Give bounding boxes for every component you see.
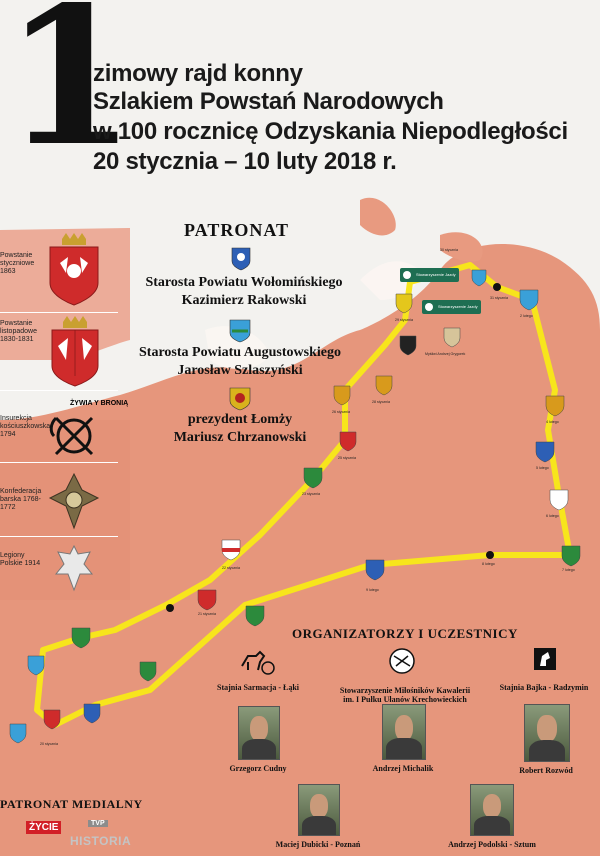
sidebar-motto: ŻYWIA Y BRONIĄ bbox=[70, 400, 129, 407]
stop-crest-icon bbox=[340, 432, 356, 451]
stop-label: 30 stycznia bbox=[440, 248, 458, 252]
hunters-label: Myśliwi Andrzej Grygorek bbox=[425, 352, 466, 356]
patronat-heading: PATRONAT bbox=[184, 220, 289, 240]
stop-label: 28 stycznia bbox=[372, 400, 390, 404]
stop-label: 23 stycznia bbox=[302, 492, 320, 496]
stop-crest-icon bbox=[400, 336, 416, 355]
stop-label: 6 lutego bbox=[546, 514, 559, 518]
stop-crest-icon bbox=[472, 270, 486, 286]
stop-label: 9 lutego bbox=[366, 588, 379, 592]
stop-crest-icon bbox=[396, 294, 412, 313]
person-name: Andrzej Michalik bbox=[372, 764, 434, 773]
stop-crest-icon bbox=[376, 376, 392, 395]
stop-crest-icon bbox=[546, 396, 564, 416]
stop-dot-icon bbox=[493, 283, 501, 291]
stop-crest-icon bbox=[10, 724, 26, 743]
stop-crest-icon bbox=[246, 606, 264, 626]
stop-label: 5 lutego bbox=[536, 466, 549, 470]
stop-crest-icon bbox=[304, 468, 322, 488]
stop-crest-icon bbox=[444, 328, 460, 347]
stop-dot-icon bbox=[486, 551, 494, 559]
sidebar-label-1768: Konfederacja barska 1768-1772 bbox=[0, 488, 42, 511]
sidebar-label-1914: Legiony Polskie 1914 bbox=[0, 552, 41, 567]
zycie-logo: ŻYCIE bbox=[26, 821, 61, 834]
stop-label: 8 lutego bbox=[482, 562, 495, 566]
stop-label: 2 lutego bbox=[520, 314, 533, 318]
patron-augustow-title: Starosta Powiatu Augustowskiego bbox=[139, 345, 341, 360]
headline-line-4: 20 stycznia – 10 luty 2018 r. bbox=[93, 148, 397, 175]
stop-crest-icon bbox=[140, 662, 156, 681]
org-kawalerii-line2: im. I Pułku Ułanów Krechowieckich bbox=[343, 695, 467, 704]
stop-crest-icon bbox=[562, 546, 580, 566]
stop-crest-icon bbox=[44, 710, 60, 729]
patron-wolomin-title: Starosta Powiatu Wołomińskiego bbox=[145, 275, 343, 290]
headline-number: 1 bbox=[4, 0, 129, 188]
stop-crest-icon bbox=[536, 442, 554, 462]
stop-label: 25 stycznia bbox=[338, 456, 356, 460]
stop-crest-icon bbox=[84, 704, 100, 723]
stop-crest-icon bbox=[72, 628, 90, 648]
person-photo bbox=[238, 706, 280, 760]
org-kawalerii bbox=[330, 686, 480, 704]
person-photo bbox=[470, 784, 514, 836]
stop-crest-icon bbox=[366, 560, 384, 580]
patron-wolomin-name: Kazimierz Rakowski bbox=[181, 293, 307, 308]
stop-label: 21 stycznia bbox=[198, 612, 216, 616]
horse-cart-icon bbox=[238, 648, 278, 676]
person-name: Maciej Dubicki - Poznań bbox=[275, 840, 361, 849]
org-bajka: Stajnia Bajka - Radzymin bbox=[499, 683, 589, 692]
headline-line-3: w 100 rocznicę Odzyskania Niepodległości bbox=[93, 118, 568, 145]
stop-dot-icon bbox=[166, 604, 174, 612]
stop-crest-icon bbox=[198, 590, 216, 610]
person-photo bbox=[524, 704, 570, 762]
association-badge: Stowarzyszenie Jazdy bbox=[422, 300, 481, 314]
person-name: Robert Rozwód bbox=[519, 766, 573, 775]
stop-label: 4 lutego bbox=[546, 420, 559, 424]
sidebar-label-1830: Powstanie listopadowe 1830-1831 bbox=[0, 320, 37, 343]
person-photo bbox=[382, 704, 426, 760]
patron-lomza-title: prezydent Łomży bbox=[187, 412, 293, 427]
patron-augustow-name: Jarosław Szlaszyński bbox=[177, 363, 303, 378]
stop-crest-icon bbox=[550, 490, 568, 510]
media-heading: PATRONAT MEDIALNY bbox=[0, 797, 143, 811]
stop-label: 7 lutego bbox=[562, 568, 575, 572]
org-kawalerii-line1: Stowarzyszenie Miłośników Kawalerii bbox=[339, 686, 471, 695]
organizers-heading: ORGANIZATORZY I UCZESTNICY bbox=[292, 626, 518, 641]
association-badge: Stowarzyszenie Jazdy bbox=[400, 268, 459, 282]
stop-label: 20 stycznia bbox=[40, 742, 58, 746]
stop-crest-icon bbox=[28, 656, 44, 675]
tvp-logo: TVP bbox=[88, 820, 108, 827]
stop-label: 31 stycznia bbox=[490, 296, 508, 300]
headline-line-1: zimowy rajd konny bbox=[93, 60, 303, 87]
historia-logo: HISTORIA bbox=[70, 834, 132, 848]
sidebar-label-1863: Powstanie styczniowe 1863 bbox=[0, 252, 35, 275]
patron-lomza-name: Mariusz Chrzanowski bbox=[173, 430, 307, 445]
horse-head-icon bbox=[534, 648, 556, 670]
stop-label: 22 stycznia bbox=[222, 566, 240, 570]
person-name: Grzegorz Cudny bbox=[229, 764, 287, 773]
stop-label: 26 stycznia bbox=[332, 410, 350, 414]
person-name: Andrzej Podolski - Sztum bbox=[448, 840, 536, 849]
cavalry-emblem-icon bbox=[388, 646, 416, 676]
org-sarmacja: Stajnia Sarmacja - Łąki bbox=[217, 683, 299, 692]
person-photo bbox=[298, 784, 340, 836]
stop-label: 29 stycznia bbox=[395, 318, 413, 322]
stop-crest-icon bbox=[222, 540, 240, 560]
stop-crest-icon bbox=[334, 386, 350, 405]
headline-line-2: Szlakiem Powstań Narodowych bbox=[93, 88, 444, 115]
stop-crest-icon bbox=[520, 290, 538, 310]
sidebar-label-1794: Insurekcja kościuszkowska 1794 bbox=[0, 415, 51, 438]
